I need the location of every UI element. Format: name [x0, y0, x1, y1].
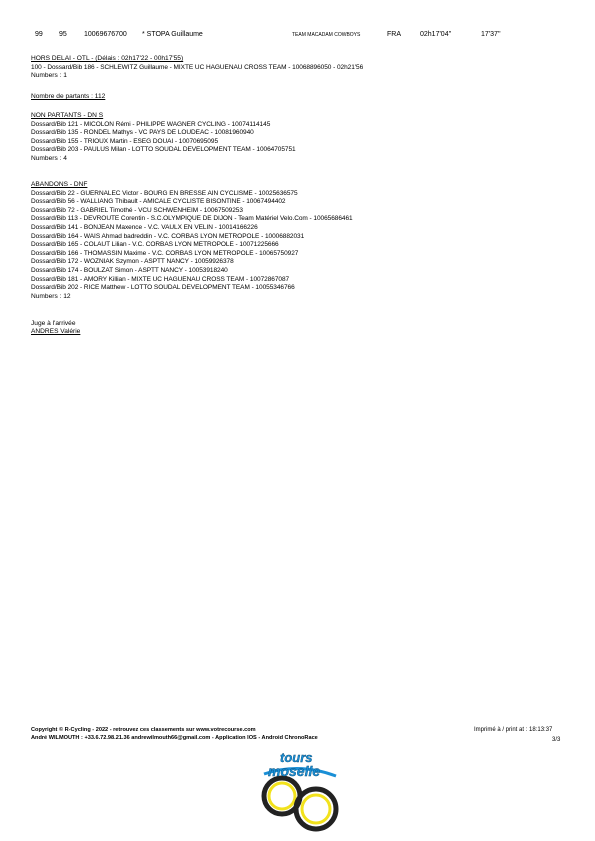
- list-item: Dossard/Bib 174 - BOULZAT Simon - ASPTT NANCY - 10053918240: [31, 266, 228, 274]
- list-item: Dossard/Bib 141 - BONJEAN Maxence - V.C. VAULX EN VELIN - 10014166226: [31, 223, 258, 231]
- list-item: Dossard/Bib 203 - PAULUS Milan - LOTTO SOUDAL DEVELOPMENT TEAM - 10064705751: [31, 146, 296, 154]
- uci-id: 10069676700: [84, 31, 127, 38]
- list-item: Dossard/Bib 164 - WAIS Ahmad badreddin - V.C. CORBAS LYON METROPOLE - 10006882031: [31, 232, 305, 240]
- non-partants-section: [31, 112, 296, 164]
- list-item: Dossard/Bib 155 - TRIOUX Martin - ESEG DOUAI - 10070695095: [31, 137, 219, 145]
- list-item: Dossard/Bib 181 - AMORY Killian - MIXTE UC HAGUENAU CROSS TEAM - 10072867087: [31, 275, 290, 283]
- finish-time: 02h17'04'': [420, 31, 452, 38]
- numbers-count: Numbers : 12: [31, 292, 71, 300]
- juge-section: [31, 320, 80, 335]
- list-item: Dossard/Bib 166 - THOMASSIN Maxime - V.C. CORBAS LYON METROPOLE - 10065750927: [31, 249, 299, 257]
- copyright-line: Copyright © R-Cycling - 2022 - retrouvez ces classements sur www.votrecourse.com: [31, 727, 256, 733]
- page-number: 3/3: [552, 737, 561, 743]
- list-item: Dossard/Bib 135 - RONDEL Mathys - VC PAYS DE LOUDEAC - 10081960940: [31, 129, 254, 137]
- tours-moselle-logo: [244, 744, 354, 834]
- list-item: Dossard/Bib 165 - COLAUT Lilian - V.C. CORBAS LYON METROPOLE - 10071225666: [31, 241, 279, 249]
- logo-text-2: moselle: [268, 763, 321, 779]
- juge-title: Juge à l'arrivée: [31, 320, 76, 327]
- list-item: Dossard/Bib 202 - RICE Matthew - LOTTO SOUDAL DEVELOPMENT TEAM - 10055346766: [31, 284, 295, 292]
- list-item: Dossard/Bib 113 - DEVROUTE Corentin - S.C.OLYMPIQUE DE DIJON - Team Matériel Velo.Com - 10065686461: [31, 215, 353, 223]
- juge-name: ANDRES Valérie: [31, 327, 81, 335]
- section-title: ABANDONS - DNF: [31, 181, 88, 188]
- team-name: TEAM MACADAM COWBOYS: [292, 32, 361, 38]
- numbers-count: Numbers : 1: [31, 72, 67, 80]
- list-item: Dossard/Bib 172 - WOZNIAK Szymon - ASPTT NANCY - 10059926378: [31, 258, 234, 266]
- result-row: [0, 31, 595, 41]
- section-title: HORS DELAI - OTL - (Délais : 02h17'22 - 00h17'55): [31, 55, 184, 62]
- abandons-section: [31, 181, 353, 301]
- partants-count: Nombre de partants : 112: [31, 93, 106, 100]
- numbers-count: Numbers : 4: [31, 154, 67, 162]
- list-item: 100 - Dossard/Bib 186 - SCHLEWITZ Guillaume - MIXTE UC HAGUENAU CROSS TEAM - 10068896050 - 02h21'56: [31, 63, 364, 71]
- time-gap: 17'37'': [481, 31, 501, 38]
- rank: 99: [35, 31, 43, 38]
- hors-delai-section: [31, 55, 363, 81]
- bib: 95: [59, 31, 67, 38]
- tours-moselle-logo-graphic: [244, 744, 354, 834]
- list-item: Dossard/Bib 22 - GUERNALEC Victor - BOURG EN BRESSE AIN CYCLISME - 10025636575: [31, 189, 298, 197]
- list-item: Dossard/Bib 72 - GABRIEL Timothé - VCU SCHWENHEIM - 10067509253: [31, 206, 243, 214]
- list-item: Dossard/Bib 121 - MICOLON Rémi - PHILIPPE WAGNER CYCLING - 10074114145: [31, 120, 271, 128]
- print-time: Imprimé à / print at : 18:13:37: [474, 727, 553, 733]
- contact-line: André WILMOUTH : +33.6.72.98.21.36 andrewilmouth66@gmail.com - Application IOS - Android ChronoRace: [31, 735, 318, 741]
- list-item: Dossard/Bib 56 - WALLIANG Thibault - AMICALE CYCLISTE BISONTINE - 10067494402: [31, 198, 286, 206]
- logo-text-1: tours: [280, 750, 313, 765]
- section-title: NON PARTANTS - DN S: [31, 112, 104, 119]
- nation: FRA: [387, 31, 401, 38]
- rider-name: * STOPA Guillaume: [142, 31, 203, 38]
- partants-section: [31, 93, 105, 102]
